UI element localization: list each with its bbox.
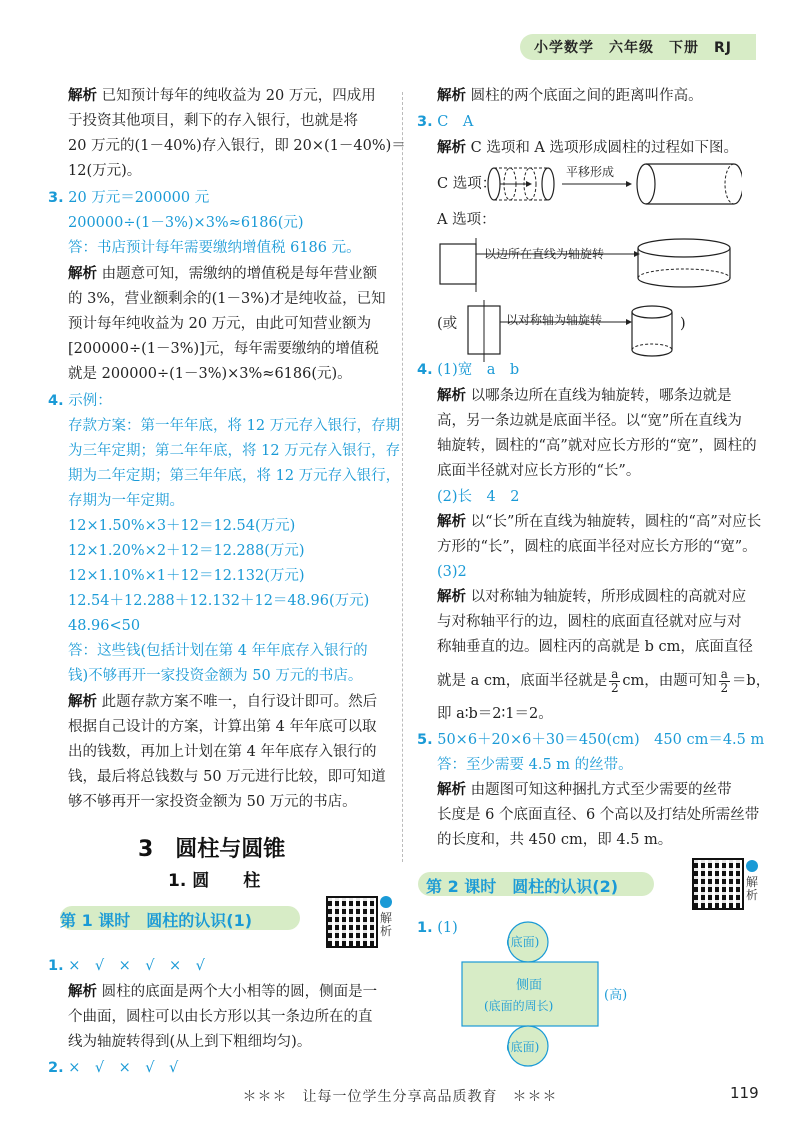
chapter-title: 3 圆柱与圆锥 <box>138 837 286 862</box>
text-line: 以对称轴为轴旋转，所形成圆柱的高就对应 <box>470 589 747 605</box>
answer-line: 答：至少需要 4.5 m 的丝带。 <box>437 757 633 773</box>
text-line: 圆柱的两个底面之间的距离叫作高。 <box>470 88 703 104</box>
answer-line: 50×6＋20×6＋30＝450(cm) 450 cm＝4.5 m <box>437 732 765 748</box>
text-line: 12(万元)。 <box>68 163 142 179</box>
analysis-line <box>437 138 738 158</box>
play-icon <box>380 896 392 908</box>
lesson2-question-1 <box>417 918 458 938</box>
answer-line: × √ × √ × √ <box>68 958 205 974</box>
net-top-label: (底面) <box>506 935 540 949</box>
answer-line: 为三年定期；第二年年底，将 12 万元存入银行，存 <box>68 443 401 459</box>
answer-line: 200000÷(1－3%)×3%≈6186(元) <box>68 215 304 231</box>
practice-2 <box>48 1058 178 1078</box>
text-line: 就是 200000÷(1－3%)×3%≈6186(元)。 <box>68 366 352 382</box>
fraction-numerator: a <box>611 666 619 681</box>
question-number: 5. <box>417 732 433 748</box>
text-line: 即 a∶b＝2∶1＝2。 <box>437 706 553 722</box>
net-side-label: 侧面 <box>516 978 543 993</box>
net-height-label: (高) <box>604 988 628 1003</box>
question-number: 1. <box>48 958 64 974</box>
answer-line: 12×1.10%×1＋12＝12.132(万元) <box>68 568 305 584</box>
answer-line: × √ × √ √ <box>68 1060 179 1076</box>
practice-1 <box>48 956 205 976</box>
text-line: 线为轴旋转得到(从上到下粗细均匀)。 <box>68 1034 312 1050</box>
answer-line: 12×1.50%×3＋12＝12.54(万元) <box>68 518 296 534</box>
analysis-tag: 解析 <box>68 88 97 104</box>
answer-line: (1) <box>437 920 458 936</box>
text-line: 称轴垂直的边。圆柱丙的高就是 b cm，底面直径 <box>437 639 753 655</box>
a-option-label: A 选项： <box>437 212 496 228</box>
c-option-label: C 选项： <box>437 176 497 192</box>
text-line: 圆柱的底面是两个大小相等的圆，侧面是一 <box>101 984 378 1000</box>
left-analysis-1 <box>68 86 376 106</box>
a-paren-open: (或 <box>437 316 458 332</box>
question-3 <box>48 188 209 208</box>
answer-line: 答：这些钱(包括计划在第 4 年年底存入银行的 <box>68 643 368 659</box>
answer-line: 期为二年定期；第三年年底，将 12 万元存入银行， <box>68 468 401 484</box>
header-label: 小学数学 六年级 下册 RJ <box>534 40 732 56</box>
text-line: 底面半径就对应长方形的“长”。 <box>437 463 641 479</box>
text-line: 20 万元的(1－40%)存入银行，即 20×(1－40%)＝ <box>68 138 406 154</box>
answer-line: C A <box>437 114 474 130</box>
cylinder-net-diagram <box>458 920 658 1070</box>
question-number: 4. <box>48 393 64 409</box>
fraction-denominator: 2 <box>610 680 619 695</box>
answer-line: (3)2 <box>437 564 467 580</box>
analysis-line <box>68 982 377 1002</box>
a-paren-close: ) <box>680 316 686 332</box>
text-line: 以“长”所在直线为轴旋转，圆柱的“高”对应长 <box>470 514 762 530</box>
net-circumference-label: (底面的周长) <box>484 999 554 1013</box>
answer-line: 20 万元＝200000 元 <box>68 190 210 206</box>
answer-line: (2)长 4 2 <box>437 489 520 505</box>
analysis-tag: 解析 <box>437 388 466 404</box>
qr-analysis-label: 解析 <box>379 911 392 938</box>
fraction-a-over-2 <box>609 668 620 695</box>
analysis-tag: 解析 <box>68 984 97 1000</box>
text-line: 根据自己设计的方案，计算出第 4 年年底可以取 <box>68 719 377 735</box>
answer-line: 12×1.20%×2＋12＝12.288(万元) <box>68 543 305 559</box>
analysis-line <box>68 692 377 712</box>
text-line: 于投资其他项目，剩下的存入银行，也就是将 <box>68 113 358 129</box>
question-4 <box>48 391 112 411</box>
answer-line: 钱)不够再开一家投资金额为 50 万元的书店。 <box>68 668 363 684</box>
lesson-1-title: 第 1 课时 圆柱的认识(1) <box>60 911 253 930</box>
text-line: [200000÷(1－3%)]元，每年需要缴纳的增值税 <box>68 341 379 357</box>
text-segment: ＝b， <box>731 673 771 689</box>
fraction-numerator: a <box>720 666 728 681</box>
text-line: 出的钱数，再加上计划在第 4 年年底存入银行的 <box>68 744 377 760</box>
question-number: 3. <box>417 114 433 130</box>
text-line: 与对称轴平行的边，圆柱的底面直径就对应与对 <box>437 614 742 630</box>
text-line: 由题图可知这种捆扎方式至少需要的丝带 <box>470 782 732 798</box>
analysis-tag: 解析 <box>437 514 466 530</box>
analysis-line <box>68 264 377 284</box>
text-line: 的长度和，共 450 cm，即 4.5 m。 <box>437 832 673 848</box>
c-arrow-label: 平移形成 <box>566 165 615 179</box>
text-line: 的 3%，营业额剩余的(1－3%)才是纯收益，已知 <box>68 291 386 307</box>
fraction-denominator: 2 <box>720 680 729 695</box>
question-4 <box>417 360 519 380</box>
question-number: 2. <box>48 1060 64 1076</box>
analysis-tag: 解析 <box>68 266 97 282</box>
text-segment: cm，由题可知 <box>622 673 717 689</box>
text-line: 够不够再开一家投资金额为 50 万元的书店。 <box>68 794 357 810</box>
fraction-line <box>437 666 770 696</box>
question-5 <box>417 730 764 750</box>
qr-code-icon[interactable] <box>692 858 744 910</box>
subchapter-title: 1. 圆 柱 <box>168 871 261 891</box>
text-line: 方形的“长”，圆柱的底面半径对应长方形的“宽”。 <box>437 539 757 555</box>
text-line: 轴旋转，圆柱的“高”就对应长方形的“宽”，圆柱的 <box>437 438 757 454</box>
analysis-tag: 解析 <box>437 782 466 798</box>
answer-line: 示例： <box>68 393 112 409</box>
a-arrow-label-2: 以对称轴为轴旋转 <box>506 313 603 327</box>
text-line: C 选项和 A 选项形成圆柱的过程如下图。 <box>470 140 739 156</box>
analysis-line <box>437 86 703 106</box>
footer-slogan: ＊＊＊ 让每一位学生分享高品质教育 ＊＊＊ <box>242 1089 558 1105</box>
analysis-line <box>437 512 761 532</box>
text-line: 长度是 6 个底面直径、6 个高以及打结处所需丝带 <box>437 807 760 823</box>
a-arrow-label-1: 以边所在直线为轴旋转 <box>484 247 605 261</box>
analysis-line <box>437 780 732 800</box>
qr-analysis-label: 解析 <box>745 875 758 902</box>
text-line: 已知预计每年的纯收益为 20 万元，四成用 <box>101 88 376 104</box>
question-number: 4. <box>417 362 433 378</box>
text-line: 由题意可知，需缴纳的增值税是每年营业额 <box>101 266 378 282</box>
question-3 <box>417 112 473 132</box>
play-icon <box>746 860 758 872</box>
question-number: 3. <box>48 190 64 206</box>
answer-line: (1)宽 a b <box>437 362 520 378</box>
text-line: 高，另一条边就是底面半径。以“宽”所在直线为 <box>437 413 742 429</box>
text-line: 预计每年纯收益为 20 万元，由此可知营业额为 <box>68 316 372 332</box>
net-bottom-label: (底面) <box>506 1040 540 1054</box>
analysis-tag: 解析 <box>437 589 466 605</box>
answer-line: 48.96<50 <box>68 618 141 634</box>
text-line: 此题存款方案不唯一，自行设计即可。然后 <box>101 694 378 710</box>
lesson-2-title: 第 2 课时 圆柱的认识(2) <box>426 877 619 896</box>
analysis-line <box>437 587 746 607</box>
answer-line: 答：书店预计每年需要缴纳增值税 6186 元。 <box>68 240 361 256</box>
answer-line: 存期为一年定期。 <box>68 493 184 509</box>
answer-line: 12.54＋12.288＋12.132＋12＝48.96(万元) <box>68 593 370 609</box>
answer-line: 存款方案：第一年年底，将 12 万元存入银行，存期 <box>68 418 401 434</box>
fraction-a-over-2 <box>719 668 730 695</box>
text-line: 个曲面，圆柱可以由长方形以其一条边所在的直 <box>68 1009 373 1025</box>
qr-code-icon[interactable] <box>326 896 378 948</box>
text-line: 钱，最后将总钱数与 50 万元进行比较，即可知道 <box>68 769 386 785</box>
analysis-tag: 解析 <box>68 694 97 710</box>
analysis-line <box>437 386 732 406</box>
analysis-tag: 解析 <box>437 140 466 156</box>
page-number: 119 <box>730 1084 759 1102</box>
question-number: 1. <box>417 920 433 936</box>
text-segment: 就是 a cm，底面半径就是 <box>437 673 608 689</box>
column-divider <box>402 92 403 862</box>
analysis-tag: 解析 <box>437 88 466 104</box>
text-line: 以哪条边所在直线为轴旋转，哪条边就是 <box>470 388 732 404</box>
